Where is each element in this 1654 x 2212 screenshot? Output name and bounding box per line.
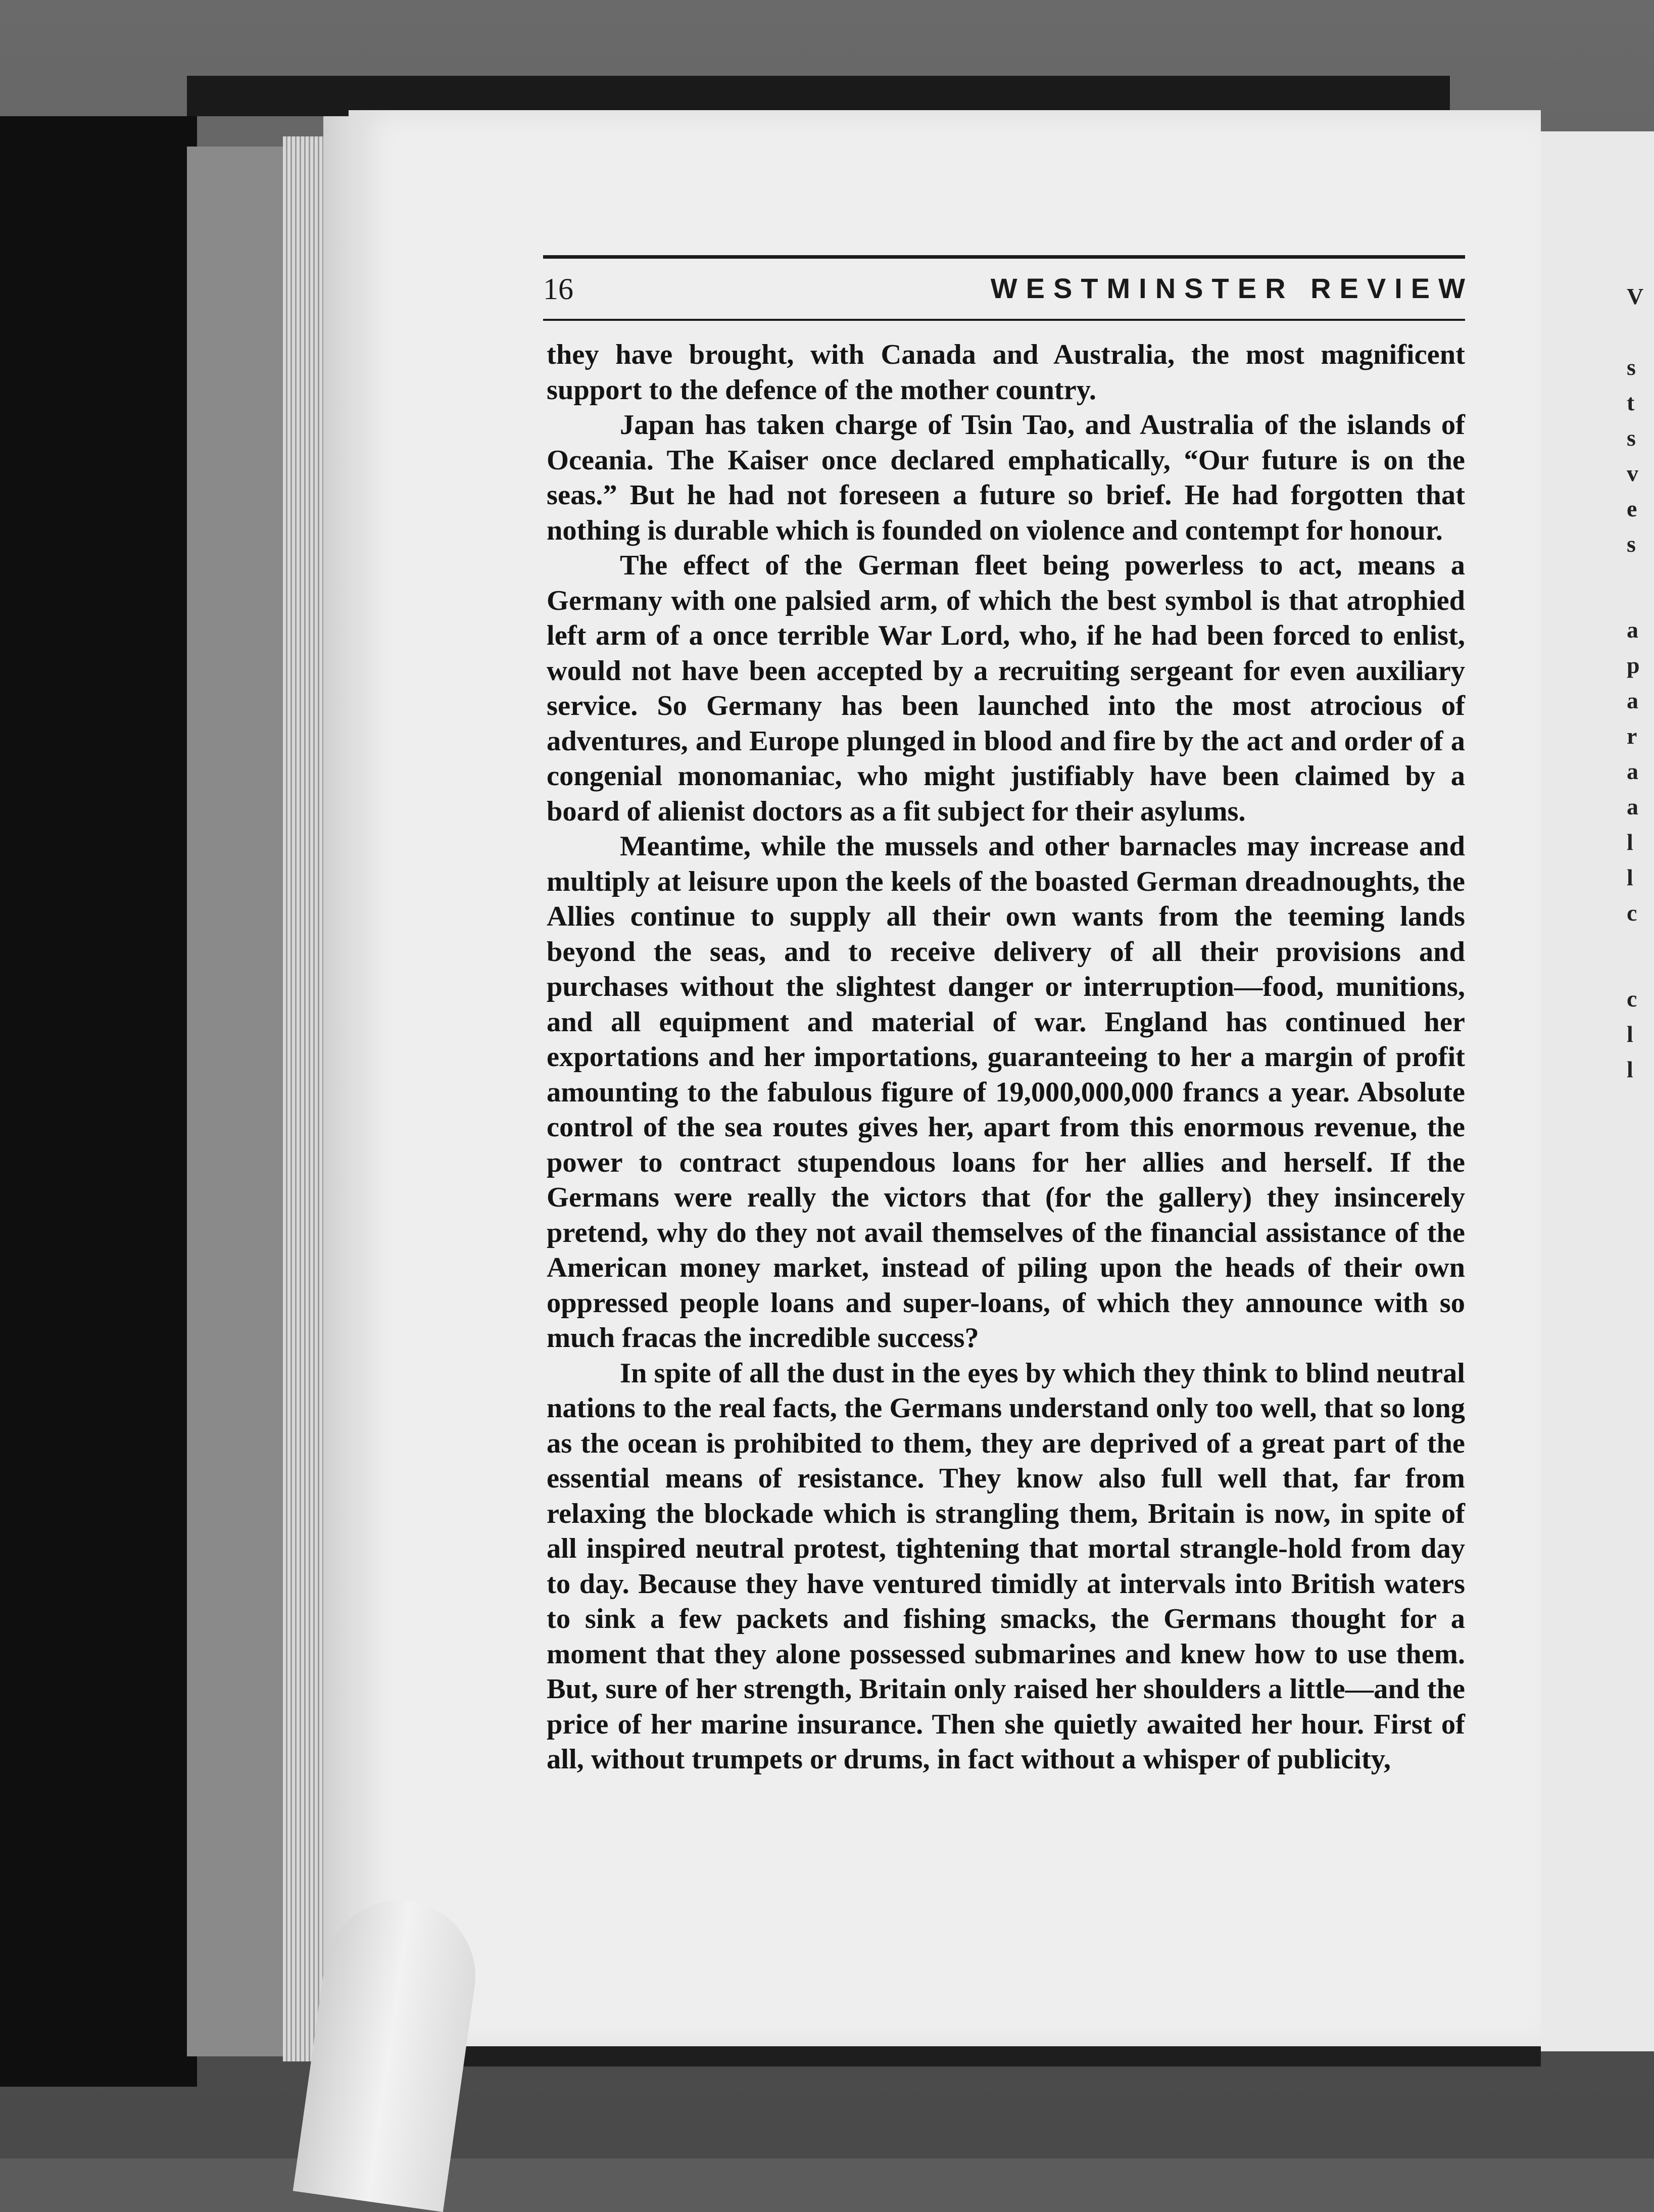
facing-page-fragment: l (1627, 864, 1633, 890)
facing-page-fragment: l (1627, 1021, 1633, 1047)
facing-page-fragment: c (1627, 986, 1637, 1012)
paragraph: In spite of all the dust in the eyes by which they think to blind neutral nations to the real facts, the Germans understand only too well, that so long as the ocean is prohibited to them, they are deprived of a great part of the essential means of resistance. They know also full well that, far from relaxing the blockade which is strangling them, Britain is now, in spite of all inspired neutral protest, tightening that mortal strangle-hold from day to day. Because they have ventured timidly at intervals into British waters to sink a few packets and fishing smacks, the Germans thought for a moment that they alone possessed submarines and knew how to use them. But, sure of her strength, Britain only raised her shoulders a little—and the price of her marine insurance. Then she quietly awaited her hour. First of all, without trumpets or drums, in fact without a whisper of publicity, (547, 1357, 1465, 1775)
running-head (543, 255, 1474, 321)
facing-page-fragment: V (1627, 283, 1644, 309)
body-text (547, 338, 1465, 1777)
journal-title: WESTMINSTER REVIEW (990, 272, 1474, 304)
paragraph: The effect of the German fleet being powerless to act, means a Germany with one palsied arm, of which the best symbol is that atrophied left arm of a once terrible War Lord, who, if he had been forced to enlist, would not have been accepted by a recruiting sergeant for even auxiliary service. So Germany has been launched into the most atrocious of adventures, and Europe plunged in blood and fire by the act and order of a congenial monomaniac, who might justifiably have been claimed by a board of alienist doctors as a fit subject for their asylums. (547, 550, 1465, 827)
facing-page-fragment: c (1627, 900, 1637, 926)
facing-page-fragment: p (1627, 652, 1640, 678)
book-cover-spine (0, 116, 197, 2087)
paragraph: they have brought, with Canada and Australia, the most magnificent support to the defence of the mother country. (547, 339, 1465, 406)
facing-page-fragment: t (1627, 390, 1635, 415)
facing-page-fragment: l (1627, 829, 1633, 855)
facing-page-fragment: a (1627, 688, 1638, 713)
facing-page-fragment: s (1627, 425, 1636, 451)
facing-page-fragment: s (1627, 354, 1636, 380)
facing-page (1526, 131, 1654, 2051)
book-board (187, 147, 288, 2056)
facing-page-fragment: s (1627, 531, 1636, 557)
paragraph: Japan has taken charge of Tsin Tao, and Australia of the islands of Oceania. The Kaiser once declared emphatically, “Our future is on the seas.” But he had not foreseen a future so brief. He had forgotten that nothing is durable which is founded on violence and contempt for honour. (547, 409, 1465, 546)
facing-page-fragment: l (1627, 1056, 1633, 1082)
page-number: 16 (543, 272, 573, 306)
book-bottom-edge (455, 2046, 1541, 2066)
facing-page-fragment: e (1627, 496, 1637, 521)
facing-page-fragment: a (1627, 758, 1638, 784)
facing-page-fragment: v (1627, 460, 1638, 486)
paragraph: Meantime, while the mussels and other barnacles may increase and multiply at leisure upon the keels of the boasted German dreadnoughts, the Allies continue to supply all their own wants from the teeming lands beyond the seas, and to receive delivery of all their provisions and purchases without the slightest danger or interruption—food, munitions, and all equipment and material of war. England has continued her exportations and her importations, guaranteeing to her a margin of profit amounting to the fabulous figure of 19,000,000,000 francs a year. Absolute control of the sea routes gives her, apart from this enormous revenue, the power to contract stupendous loans for her allies and herself. If the Germans were really the victors that (for the gallery) they insincerely pretend, why do they not avail themselves of the financial assistance of the American money market, instead of piling upon the heads of their own oppressed people loans and super-loans, of which they announce with so much fracas the incredible success? (547, 831, 1465, 1354)
facing-page-fragment: a (1627, 617, 1638, 643)
facing-page-fragment: r (1627, 723, 1637, 749)
facing-page-fragment: a (1627, 794, 1638, 820)
